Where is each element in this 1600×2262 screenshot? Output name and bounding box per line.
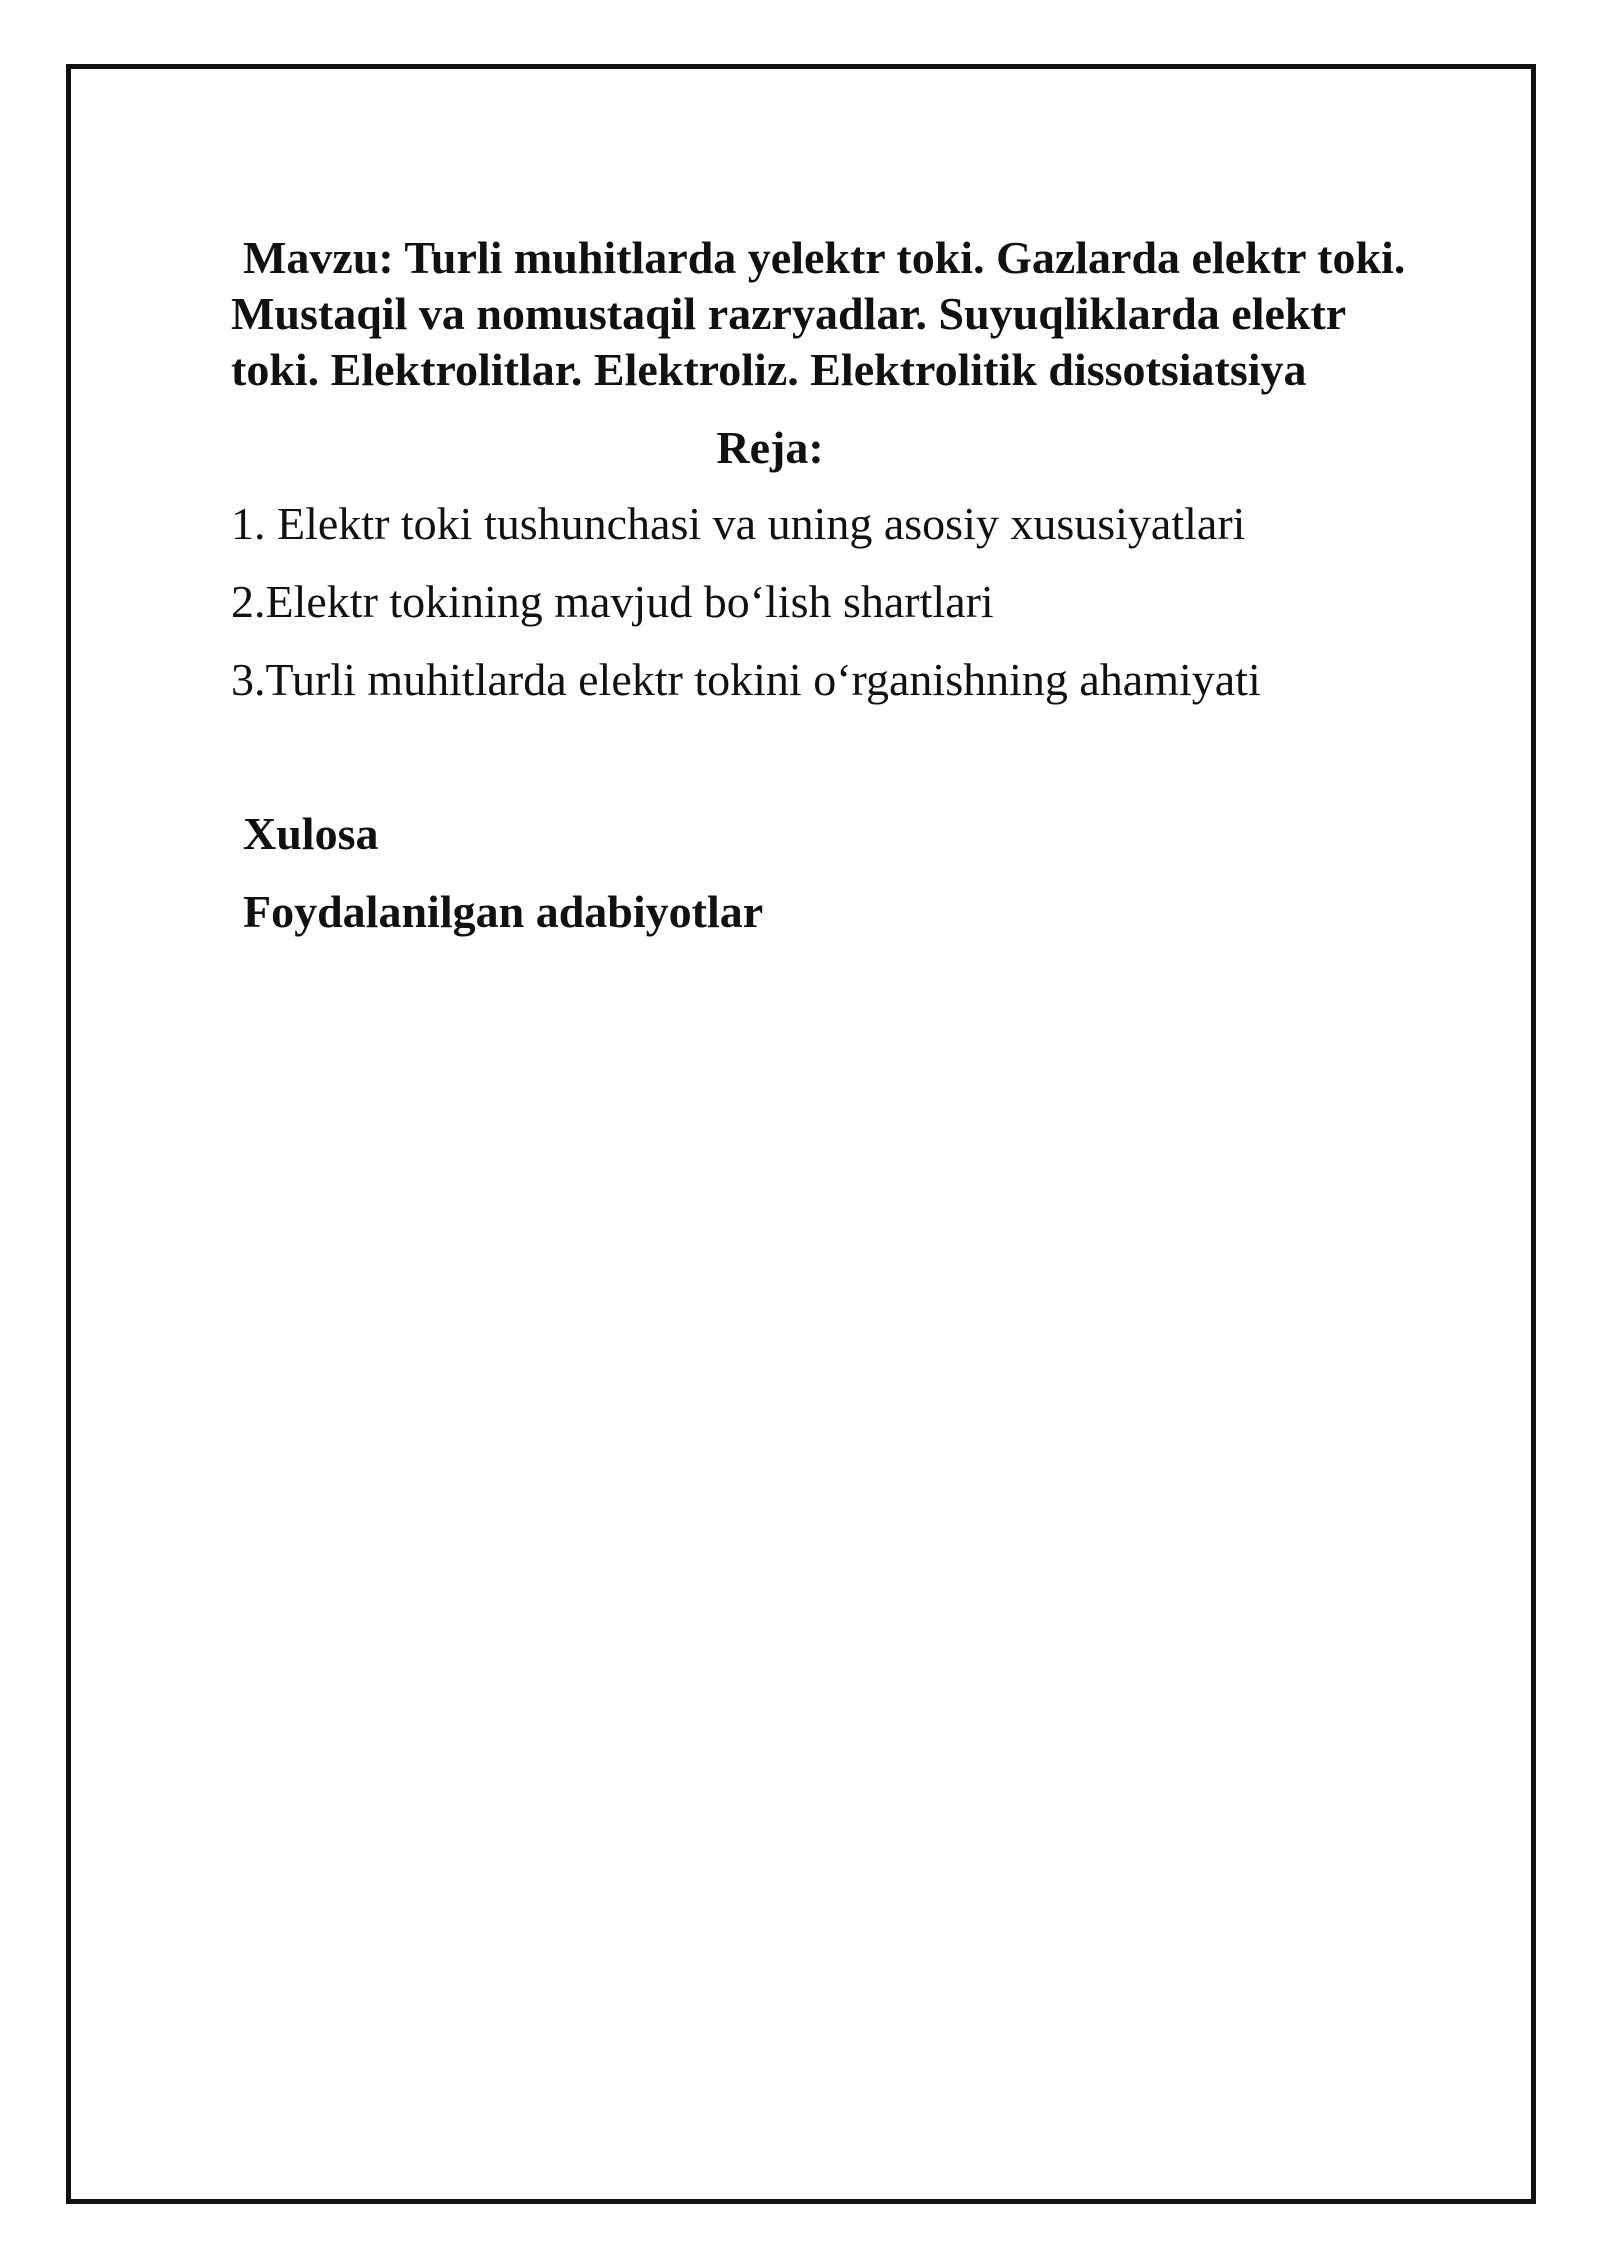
closing-sections [243, 806, 763, 962]
plan-item: 3.Turli muhitlarda elektr tokini o‘rganishning ahamiyati [231, 654, 1261, 705]
conclusion-heading: Xulosa [243, 808, 379, 859]
plan-list [231, 496, 1261, 730]
plan-item: 2.Elektr tokining mavjud bo‘lish shartlari [231, 576, 994, 627]
plan-heading-text: Reja: [716, 422, 824, 473]
topic-line: Mavzu: Turli muhitlarda yelektr toki. Gazlarda elektr toki. [243, 232, 1406, 283]
topic-line: Mustaqil va nomustaqil razryadlar. Suyuqliklarda elektr [231, 288, 1347, 339]
plan-heading [0, 420, 1600, 476]
plan-item: 1. Elektr toki tushunchasi va uning asosiy xususiyatlari [231, 498, 1246, 549]
references-heading: Foydalanilgan adabiyotlar [243, 886, 764, 937]
topic-line: toki. Elektrolitlar. Elektroliz. Elektrolitik dissotsiatsiya [231, 344, 1307, 395]
topic-title [231, 230, 1531, 398]
